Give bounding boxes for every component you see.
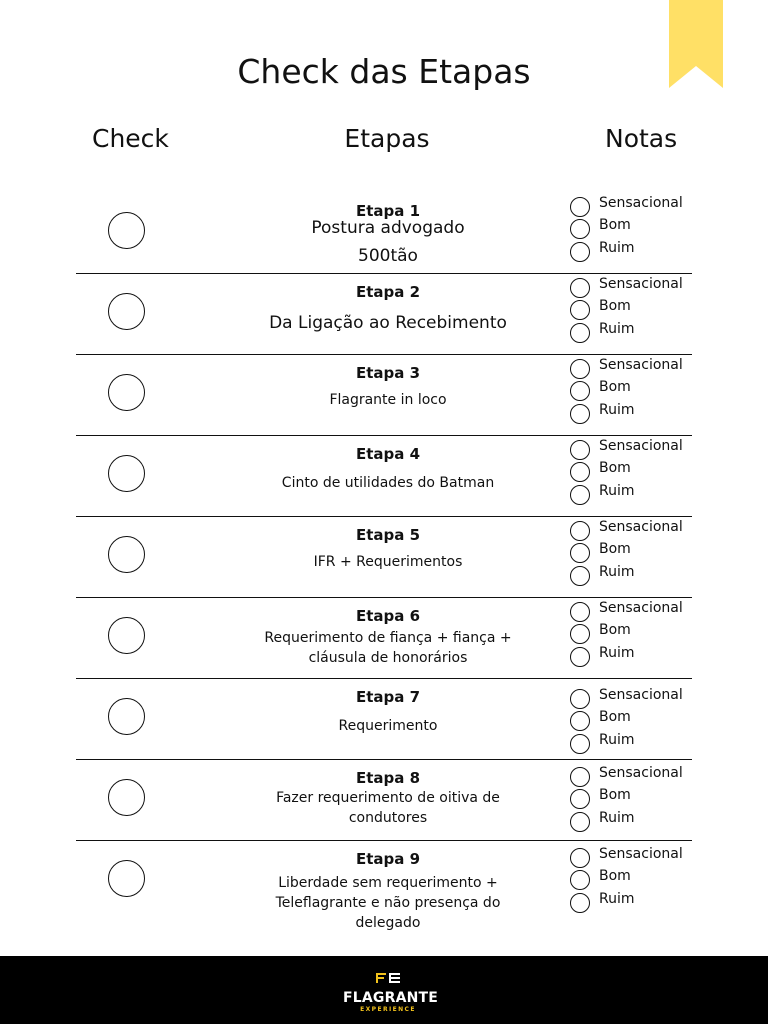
step-description-line: Flagrante in loco bbox=[329, 392, 447, 408]
radio-circle-icon[interactable] bbox=[570, 462, 590, 482]
step-description bbox=[248, 628, 528, 668]
step-description bbox=[248, 309, 528, 337]
step-row-2: Etapa 2 Da Ligação ao Recebimento Sensacional Bom Ruim bbox=[76, 273, 692, 355]
step-row-3: Etapa 3 Flagrante in loco Sensacional Bom Ruim bbox=[76, 354, 692, 436]
step-description-line: Teleflagrante e não presença do bbox=[275, 895, 501, 911]
radio-circle-icon[interactable] bbox=[570, 323, 590, 343]
step-label: Etapa 7 bbox=[355, 688, 421, 706]
step-check-circle[interactable] bbox=[108, 212, 145, 249]
radio-circle-icon[interactable] bbox=[570, 300, 590, 320]
step-description bbox=[248, 473, 528, 493]
radio-circle-icon[interactable] bbox=[570, 767, 590, 787]
radio-circle-icon[interactable] bbox=[570, 485, 590, 505]
page-title: Check das Etapas bbox=[237, 52, 531, 91]
radio-circle-icon[interactable] bbox=[570, 543, 590, 563]
step-row-9: Etapa 9 Liberdade sem requerimento + Teleflagrante e não presença do delegado Sensacional Bom Ruim bbox=[76, 840, 692, 921]
step-label: Etapa 9 bbox=[355, 850, 421, 868]
radio-circle-icon[interactable] bbox=[570, 812, 590, 832]
step-description bbox=[248, 214, 528, 270]
radio-circle-icon[interactable] bbox=[570, 440, 590, 460]
radio-circle-icon[interactable] bbox=[570, 624, 590, 644]
step-row-6: Etapa 6 Requerimento de fiança + fiança + cláusula de honorários Sensacional Bom Ruim bbox=[76, 597, 692, 679]
step-check-circle[interactable] bbox=[108, 860, 145, 897]
radio-circle-icon[interactable] bbox=[570, 602, 590, 622]
radio-circle-icon[interactable] bbox=[570, 789, 590, 809]
step-description-line: Postura advogado bbox=[311, 218, 465, 238]
step-check-circle[interactable] bbox=[108, 455, 145, 492]
radio-circle-icon[interactable] bbox=[570, 870, 590, 890]
radio-circle-icon[interactable] bbox=[570, 734, 590, 754]
step-description-line: Requerimento bbox=[338, 718, 438, 734]
step-description-line: Da Ligação ao Recebimento bbox=[269, 313, 507, 333]
step-check-circle[interactable] bbox=[108, 617, 145, 654]
step-label: Etapa 2 bbox=[355, 283, 421, 301]
step-row-5: Etapa 5 IFR + Requerimentos Sensacional Bom Ruim bbox=[76, 516, 692, 598]
step-row-1: Etapa 1 Postura advogado 500tão Sensacional Bom Ruim bbox=[76, 192, 692, 274]
step-description-line: 500tão bbox=[358, 246, 418, 266]
step-description-line: condutores bbox=[348, 810, 428, 826]
radio-circle-icon[interactable] bbox=[570, 848, 590, 868]
step-description-line: delegado bbox=[355, 915, 421, 931]
header-check: Check bbox=[92, 124, 169, 153]
step-label: Etapa 8 bbox=[355, 769, 421, 787]
step-description bbox=[248, 788, 528, 828]
step-label: Etapa 4 bbox=[355, 445, 421, 463]
radio-circle-icon[interactable] bbox=[570, 521, 590, 541]
step-description-line: Liberdade sem requerimento + bbox=[278, 875, 498, 891]
step-label: Etapa 5 bbox=[355, 526, 421, 544]
step-check-circle[interactable] bbox=[108, 536, 145, 573]
step-row-7: Etapa 7 Requerimento Sensacional Bom Ruim bbox=[76, 678, 692, 760]
radio-circle-icon[interactable] bbox=[570, 404, 590, 424]
step-description bbox=[248, 390, 528, 410]
step-description-line: Fazer requerimento de oitiva de bbox=[276, 790, 500, 806]
step-label: Etapa 3 bbox=[355, 364, 421, 382]
step-label: Etapa 1 bbox=[355, 202, 421, 220]
step-check-circle[interactable] bbox=[108, 293, 145, 330]
radio-circle-icon[interactable] bbox=[570, 893, 590, 913]
step-row-4: Etapa 4 Cinto de utilidades do Batman Sensacional Bom Ruim bbox=[76, 435, 692, 517]
radio-circle-icon[interactable] bbox=[570, 711, 590, 731]
radio-circle-icon[interactable] bbox=[570, 278, 590, 298]
step-row-8: Etapa 8 Fazer requerimento de oitiva de condutores Sensacional Bom Ruim bbox=[76, 759, 692, 841]
step-check-circle[interactable] bbox=[108, 374, 145, 411]
radio-circle-icon[interactable] bbox=[570, 242, 590, 262]
step-description bbox=[248, 552, 528, 572]
radio-circle-icon[interactable] bbox=[570, 197, 590, 217]
radio-circle-icon[interactable] bbox=[570, 381, 590, 401]
step-description bbox=[248, 873, 528, 933]
step-label: Etapa 6 bbox=[355, 607, 421, 625]
step-description-line: Cinto de utilidades do Batman bbox=[281, 475, 495, 491]
radio-circle-icon[interactable] bbox=[570, 219, 590, 239]
radio-circle-icon[interactable] bbox=[570, 566, 590, 586]
step-description bbox=[248, 716, 528, 736]
step-description-line: Requerimento de fiança + fiança + bbox=[264, 630, 512, 646]
radio-circle-icon[interactable] bbox=[570, 359, 590, 379]
step-check-circle[interactable] bbox=[108, 779, 145, 816]
flagrante-logo bbox=[343, 969, 439, 1013]
step-description-line: cláusula de honorários bbox=[308, 650, 468, 666]
header-etapas: Etapas bbox=[344, 124, 430, 153]
fe-monogram-icon bbox=[375, 972, 401, 984]
logo-subtitle: EXPERIENCE bbox=[360, 1006, 416, 1013]
step-description-line: IFR + Requerimentos bbox=[313, 554, 463, 570]
radio-circle-icon[interactable] bbox=[570, 647, 590, 667]
logo-wordmark: FLAGRANTE bbox=[343, 990, 439, 1006]
radio-circle-icon[interactable] bbox=[570, 689, 590, 709]
header-notas: Notas bbox=[605, 124, 678, 153]
step-check-circle[interactable] bbox=[108, 698, 145, 735]
